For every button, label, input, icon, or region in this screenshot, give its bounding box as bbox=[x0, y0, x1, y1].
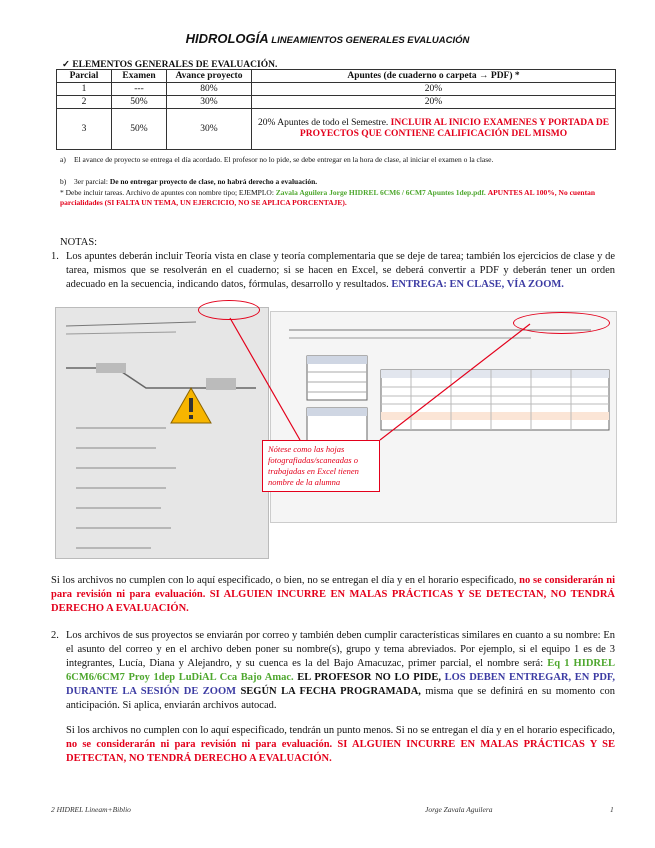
callout-box: Nótese como las hojas fotografiadas/scaneadas o trabajadas en Excel tienen nombre de la alumna bbox=[262, 440, 380, 492]
table-cell: 1 bbox=[57, 83, 112, 96]
table-cell: 2 bbox=[57, 96, 112, 109]
column-header: Apuntes (de cuaderno o carpeta → PDF) * bbox=[252, 70, 616, 83]
table-cell: 30% bbox=[167, 96, 252, 109]
column-header: Examen bbox=[112, 70, 167, 83]
table-row bbox=[57, 96, 616, 109]
footer-left: 2 HIDREL Lineam+Biblio bbox=[51, 805, 131, 814]
table-row bbox=[57, 83, 616, 96]
section-heading: ✓ ELEMENTOS GENERALES DE EVALUACIÓN. bbox=[62, 60, 278, 70]
table-cell: 50% bbox=[112, 109, 167, 150]
table-header-row bbox=[57, 70, 616, 83]
footnote-b: b) 3er parcial: De no entregar proyecto de clase, no habrá derecho a evaluación. bbox=[60, 177, 318, 186]
table-cell: 50% bbox=[112, 96, 167, 109]
table-cell: 20% bbox=[252, 96, 616, 109]
table-cell: --- bbox=[112, 83, 167, 96]
final-paragraph: Si los archivos no cumplen con lo aquí especificado, tendrán un punto menos. Si no se entregan el día y en el horario especificado, no se considerarán ni para revisión ni para evaluación. SI ALGUIEN INCURRE EN MALAS PRÁCTICAS Y SE DETECTAN, NO TENDRÁ DERECHO A EVALUACIÓN. bbox=[66, 725, 615, 764]
column-header: Parcial bbox=[57, 70, 112, 83]
callout-arrows bbox=[200, 300, 620, 460]
column-header: Avance proyecto bbox=[167, 70, 252, 83]
table-cell: 20% bbox=[252, 83, 616, 96]
table-cell: 3 bbox=[57, 109, 112, 150]
table-cell: 80% bbox=[167, 83, 252, 96]
page-number: 1 bbox=[610, 805, 614, 814]
table-cell: 30% bbox=[167, 109, 252, 150]
warning-paragraph: Si los archivos no cumplen con lo aquí especificado, o bien, no se entregan el día y en el horario especificado, no se considerarán ni para revisión ni para evaluación. SI ALGUIEN INCURRE EN MALAS PRÁCTICAS Y SE DETECTAN, NO TENDRÁ DERECHO A EVALUACIÓN. bbox=[51, 575, 616, 614]
footnote-star: * Debe incluir tareas. Archivo de apuntes con nombre tipo; EJEMPLO: Zavala Aguilera Jorge HIDREL 6CM6 / 6CM7 Apuntes 1dep.pdf. APUNTES AL 100%, No cuentan parcialidades (SI FALTA UN TEMA, UN EJERCICIO, NO SE APLICA PORCENTAJE). bbox=[60, 188, 595, 207]
footnote-a: a) El avance de proyecto se entrega el día acordado. El profesor no lo pide, se debe entregar en la hora de clase, al iniciar el examen o la clase. bbox=[60, 155, 494, 164]
table-row bbox=[57, 109, 616, 150]
item-number: 1. bbox=[51, 251, 59, 262]
notes-item-2: Los archivos de sus proyectos se enviarán por correo y también deben cumplir características similares en cuanto a su nombre: En el asunto del correo y en el archivo deben poner su nombre(s), grupo y tema abreviados. Por ejemplo, si el equipo 1 es de 3 integrantes, Lucía, Diana y Alejandro, y su cuenca es la del Bajo Amacuzac, primer parcial, el nombre será: Eq 1 HIDREL 6CM6/6CM7 Proy 1dep LuDiAL Cca Bajo Amac. EL PROFESOR NO LO PIDE, LOS DEBEN ENTREGAR, EN PDF, DURANTE LA SESIÓN DE ZOOM SEGÚN LA FECHA PROGRAMADA, misma que se definirá en su momento con anticipación. Si aplica, enviarán archivos autocad. bbox=[66, 630, 616, 711]
footer-center: Jorge Zavala Aguilera bbox=[425, 805, 493, 814]
notes-item-1: Los apuntes deberán incluir Teoría vista en clase y teoría complementaria que se deje de tarea; también los ejercicios de clase y de tarea, mismos que se resolverán en el cuaderno; si se hacen en Excel, se deberá convertir a PDF y deberán tener un orden adecuado en la secuencia, indicando datos, fórmulas, desarrollo y resultados. ENTREGA: EN CLASE, VÍA ZOOM. bbox=[66, 251, 615, 290]
evaluation-table bbox=[56, 69, 616, 150]
page-title: HIDROLOGÍA LINEAMIENTOS GENERALES EVALUACIÓN bbox=[185, 31, 470, 46]
table-cell: 20% Apuntes de todo el Semestre. INCLUIR AL INICIO EXAMENES Y PORTADA DE PROYECTOS QUE CONTIENE CALIFICACIÓN DEL MISMO bbox=[252, 109, 616, 150]
notes-heading: NOTAS: bbox=[60, 237, 98, 248]
item-number: 2. bbox=[51, 630, 59, 641]
